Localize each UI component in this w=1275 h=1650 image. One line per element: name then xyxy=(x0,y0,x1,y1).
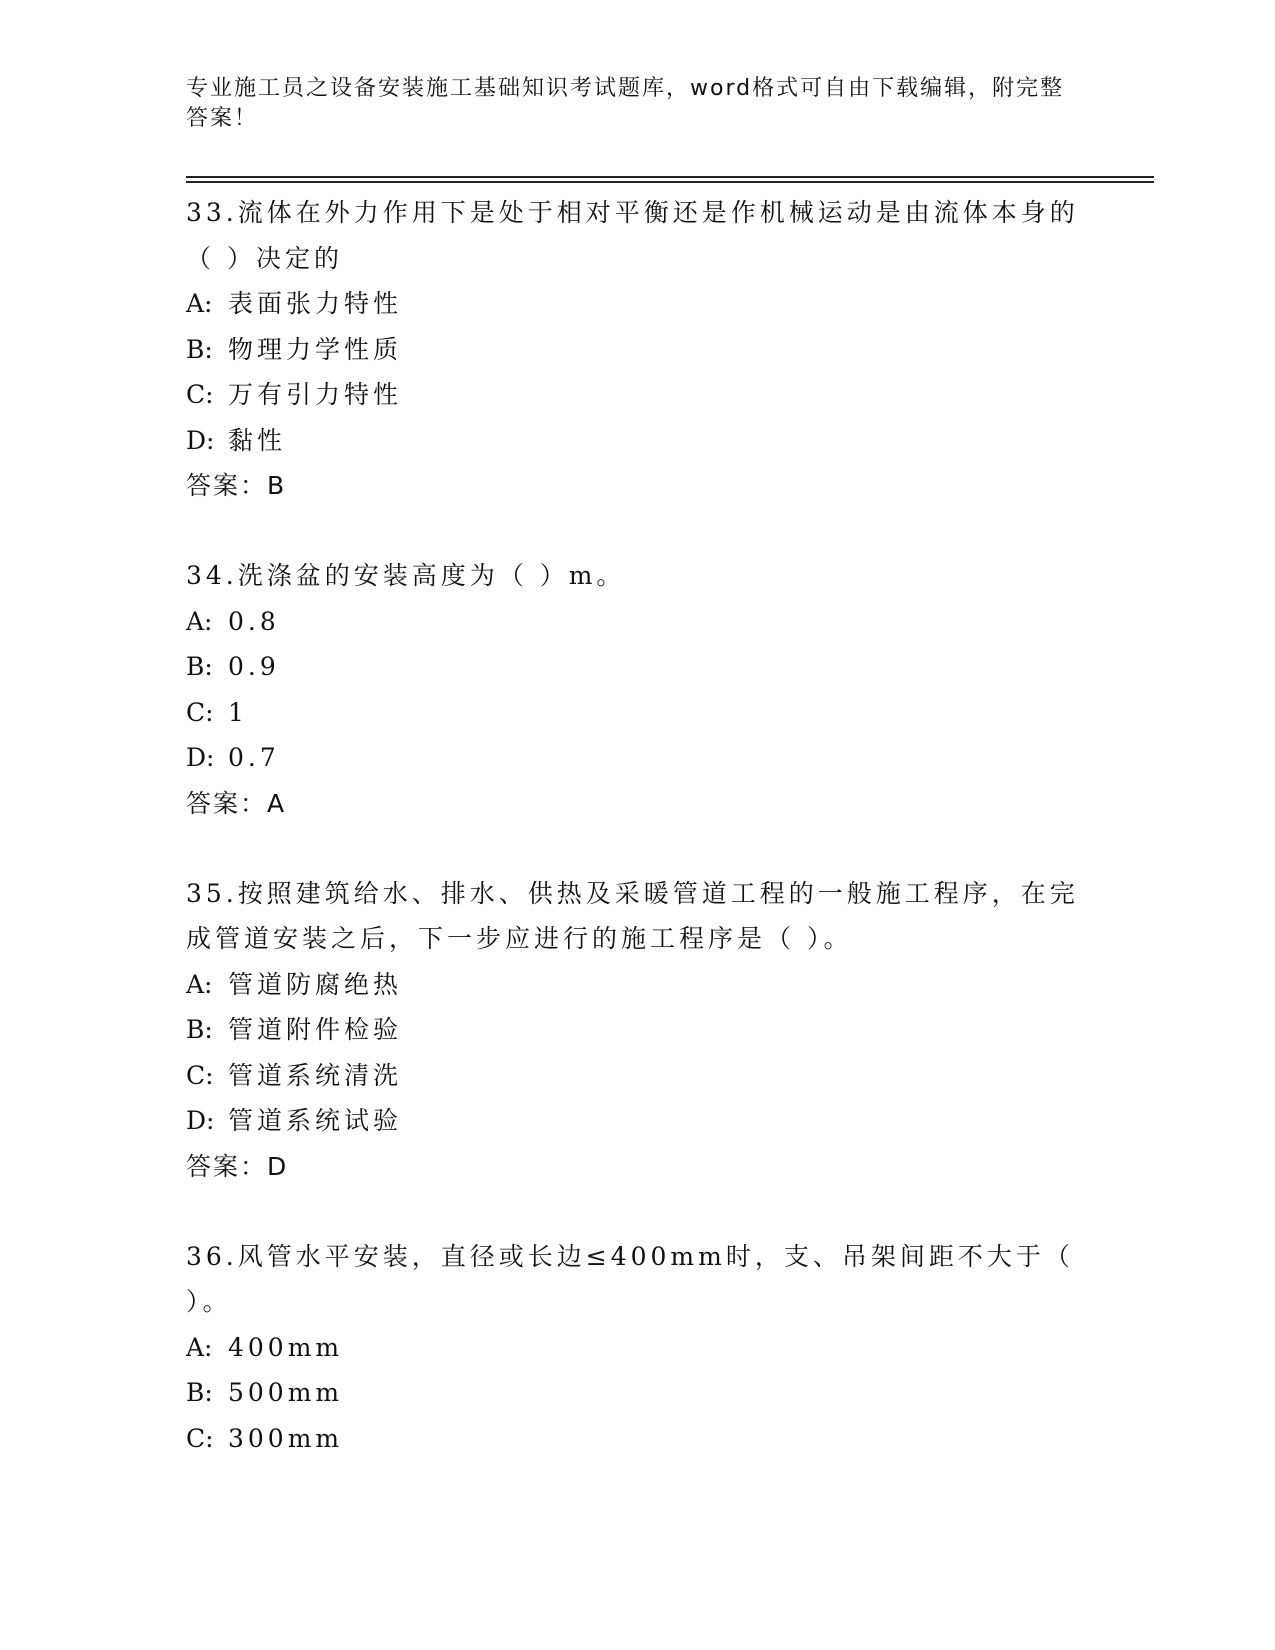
option-d xyxy=(186,735,1086,781)
question-list xyxy=(186,190,1086,1506)
option-letter: D: xyxy=(186,743,215,772)
option-letter: C: xyxy=(186,1060,214,1090)
question-35 xyxy=(186,871,1086,1189)
option-letter: A: xyxy=(186,1332,213,1362)
option-text: 管道防腐绝热 xyxy=(228,969,403,999)
question-stem: 33.流体在外力作用下是处于相对平衡还是作机械运动是由流体本身的（ ）决定的 xyxy=(186,198,1079,273)
option-letter: B: xyxy=(186,1378,213,1407)
option-b xyxy=(186,1007,1086,1053)
option-letter: A: xyxy=(186,606,213,636)
option-text: 表面张力特性 xyxy=(228,289,403,318)
option-a xyxy=(186,281,1086,327)
option-text: 400mm xyxy=(228,1332,344,1362)
option-text: 0.9 xyxy=(228,652,280,681)
option-text: 管道系统试验 xyxy=(228,1106,403,1135)
option-c xyxy=(186,372,1086,418)
header-divider-bottom xyxy=(186,181,1154,183)
option-b xyxy=(186,1370,1086,1416)
option-text: 1 xyxy=(228,697,248,727)
header-divider-top xyxy=(186,176,1154,178)
answer-line: 答案：A xyxy=(186,788,287,818)
question-stem: 35.按照建筑给水、排水、供热及采暖管道工程的一般施工程序，在完成管道安装之后，下一步应进行的施工程序是（ ）。 xyxy=(186,878,1079,953)
option-a xyxy=(186,1325,1086,1371)
option-text: 黏性 xyxy=(228,425,287,455)
option-letter: A: xyxy=(186,289,213,318)
option-text: 500mm xyxy=(228,1378,344,1407)
question-stem: 36.风管水平安装，直径或长边≤400mm时，支、吊架间距不大于（ ）。 xyxy=(186,1241,1074,1316)
option-a xyxy=(186,599,1086,645)
option-letter: C: xyxy=(186,380,214,409)
option-letter: C: xyxy=(186,697,214,727)
option-text: 物理力学性质 xyxy=(228,334,403,364)
option-letter: B: xyxy=(186,652,213,681)
option-a xyxy=(186,962,1086,1008)
option-text: 管道附件检验 xyxy=(228,1015,403,1044)
question-stem: 34.洗涤盆的安装高度为（ ）m。 xyxy=(186,561,626,590)
document-header: 专业施工员之设备安装施工基础知识考试题库，word格式可自由下载编辑，附完整答案！ xyxy=(186,76,1065,131)
question-33 xyxy=(186,190,1086,508)
option-text: 300mm xyxy=(228,1423,344,1453)
question-36 xyxy=(186,1234,1086,1462)
option-letter: B: xyxy=(186,334,213,364)
option-d xyxy=(186,418,1086,464)
option-letter: D: xyxy=(186,425,215,455)
option-letter: C: xyxy=(186,1423,214,1453)
option-c xyxy=(186,1416,1086,1462)
option-letter: D: xyxy=(186,1106,215,1135)
option-letter: A: xyxy=(186,969,213,999)
option-b xyxy=(186,644,1086,690)
option-b xyxy=(186,327,1086,373)
option-c xyxy=(186,690,1086,736)
option-text: 0.8 xyxy=(228,606,280,636)
option-text: 0.7 xyxy=(228,743,280,772)
option-text: 万有引力特性 xyxy=(228,380,403,409)
option-text: 管道系统清洗 xyxy=(228,1060,403,1090)
answer-line: 答案：D xyxy=(186,1151,289,1181)
option-d xyxy=(186,1098,1086,1144)
option-letter: B: xyxy=(186,1015,213,1044)
option-c xyxy=(186,1053,1086,1099)
question-34 xyxy=(186,553,1086,826)
answer-line: 答案：B xyxy=(186,471,287,500)
